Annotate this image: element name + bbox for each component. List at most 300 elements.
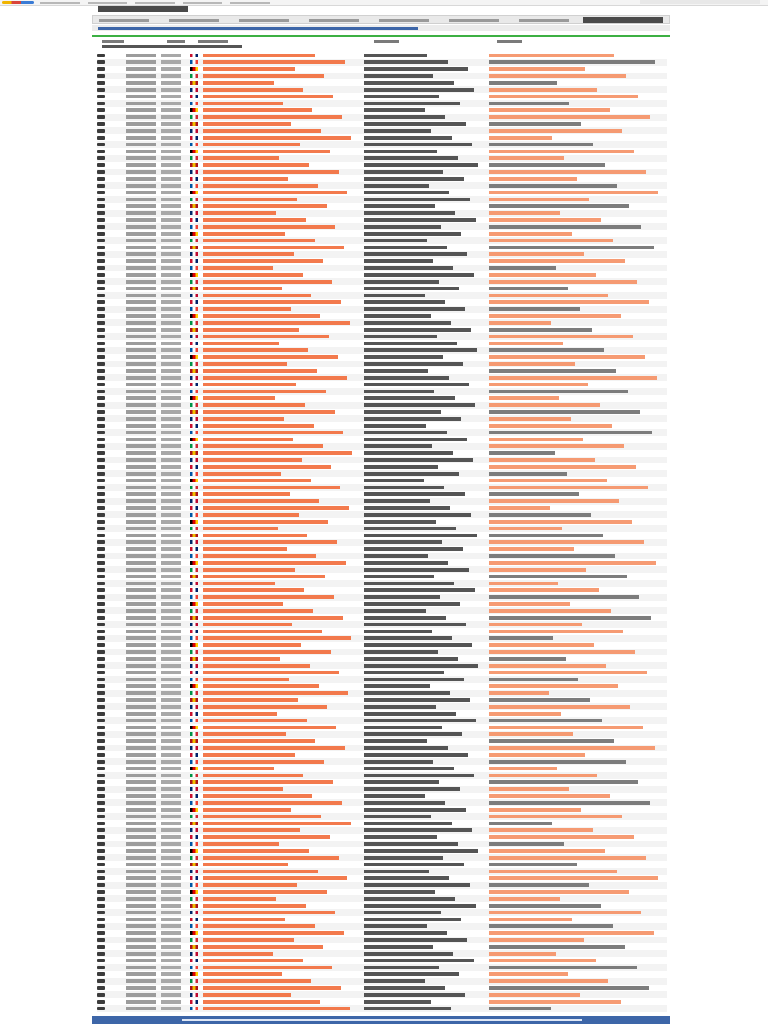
- event-link[interactable]: [203, 307, 291, 311]
- calendar-icon[interactable]: [97, 314, 105, 318]
- calendar-icon[interactable]: [97, 280, 105, 284]
- calendar-icon[interactable]: [97, 246, 105, 250]
- organizer-link[interactable]: [489, 732, 573, 736]
- organizer-link[interactable]: [489, 115, 650, 119]
- calendar-icon[interactable]: [97, 657, 105, 661]
- calendar-icon[interactable]: [97, 616, 105, 620]
- table-row[interactable]: [97, 169, 667, 176]
- organizer-link[interactable]: [489, 67, 585, 71]
- calendar-icon[interactable]: [97, 595, 105, 599]
- organizer-link[interactable]: [489, 486, 648, 490]
- event-link[interactable]: [203, 108, 312, 112]
- event-link[interactable]: [203, 410, 335, 414]
- organizer-link[interactable]: [489, 897, 560, 901]
- calendar-icon[interactable]: [97, 163, 105, 167]
- event-link[interactable]: [203, 828, 300, 832]
- event-link[interactable]: [203, 959, 303, 963]
- event-link[interactable]: [203, 239, 315, 243]
- site-title[interactable]: [98, 5, 188, 13]
- event-link[interactable]: [203, 732, 286, 736]
- organizer-link[interactable]: [489, 239, 613, 243]
- table-row[interactable]: [97, 477, 667, 484]
- table-row[interactable]: [97, 93, 667, 100]
- event-link[interactable]: [203, 342, 279, 346]
- organizer-link[interactable]: [489, 294, 608, 298]
- table-row[interactable]: [97, 690, 667, 697]
- table-row[interactable]: [97, 820, 667, 827]
- event-link[interactable]: [203, 321, 350, 325]
- calendar-icon[interactable]: [97, 746, 105, 750]
- event-link[interactable]: [203, 904, 306, 908]
- event-link[interactable]: [203, 150, 330, 154]
- event-link[interactable]: [203, 67, 295, 71]
- event-link[interactable]: [203, 225, 335, 229]
- top-nav-item[interactable]: [183, 2, 223, 4]
- table-row[interactable]: [97, 573, 667, 580]
- calendar-icon[interactable]: [97, 726, 105, 730]
- event-link[interactable]: [203, 938, 294, 942]
- event-link[interactable]: [203, 88, 303, 92]
- calendar-icon[interactable]: [97, 390, 105, 394]
- organizer-link[interactable]: [489, 198, 589, 202]
- organizer-link[interactable]: [489, 156, 564, 160]
- event-link[interactable]: [203, 774, 303, 778]
- organizer-link[interactable]: [489, 815, 622, 819]
- calendar-icon[interactable]: [97, 218, 105, 222]
- calendar-icon[interactable]: [97, 328, 105, 332]
- event-link[interactable]: [203, 143, 300, 147]
- event-link[interactable]: [203, 986, 341, 990]
- organizer-link[interactable]: [489, 204, 629, 208]
- calendar-icon[interactable]: [97, 486, 105, 490]
- organizer-link[interactable]: [489, 993, 580, 997]
- event-link[interactable]: [203, 95, 333, 99]
- organizer-link[interactable]: [489, 170, 646, 174]
- table-row[interactable]: [97, 669, 667, 676]
- calendar-icon[interactable]: [97, 767, 105, 771]
- event-link[interactable]: [203, 636, 351, 640]
- table-row[interactable]: [97, 841, 667, 848]
- calendar-icon[interactable]: [97, 335, 105, 339]
- calendar-icon[interactable]: [97, 191, 105, 195]
- organizer-link[interactable]: [489, 780, 638, 784]
- calendar-icon[interactable]: [97, 150, 105, 154]
- organizer-link[interactable]: [489, 88, 597, 92]
- organizer-link[interactable]: [489, 266, 556, 270]
- event-link[interactable]: [203, 451, 352, 455]
- organizer-link[interactable]: [489, 952, 556, 956]
- table-row[interactable]: [97, 463, 667, 470]
- table-row[interactable]: [97, 950, 667, 957]
- event-link[interactable]: [203, 863, 288, 867]
- table-row[interactable]: [97, 244, 667, 251]
- organizer-link[interactable]: [489, 150, 634, 154]
- calendar-icon[interactable]: [97, 993, 105, 997]
- calendar-icon[interactable]: [97, 1007, 105, 1011]
- event-link[interactable]: [203, 369, 317, 373]
- organizer-link[interactable]: [489, 678, 578, 682]
- table-row[interactable]: [97, 539, 667, 546]
- table-row[interactable]: [97, 827, 667, 834]
- organizer-link[interactable]: [489, 74, 626, 78]
- calendar-icon[interactable]: [97, 472, 105, 476]
- organizer-link[interactable]: [489, 945, 625, 949]
- event-link[interactable]: [203, 547, 287, 551]
- event-link[interactable]: [203, 876, 347, 880]
- table-row[interactable]: [97, 127, 667, 134]
- calendar-icon[interactable]: [97, 561, 105, 565]
- table-row[interactable]: [97, 505, 667, 512]
- organizer-link[interactable]: [489, 390, 628, 394]
- event-link[interactable]: [203, 698, 298, 702]
- organizer-link[interactable]: [489, 321, 551, 325]
- event-link[interactable]: [203, 355, 338, 359]
- table-row[interactable]: [97, 614, 667, 621]
- table-row[interactable]: [97, 587, 667, 594]
- event-link[interactable]: [203, 993, 291, 997]
- organizer-link[interactable]: [489, 1007, 551, 1011]
- calendar-icon[interactable]: [97, 918, 105, 922]
- organizer-link[interactable]: [489, 499, 619, 503]
- table-row[interactable]: [97, 847, 667, 854]
- calendar-icon[interactable]: [97, 307, 105, 311]
- event-link[interactable]: [203, 177, 288, 181]
- calendar-icon[interactable]: [97, 924, 105, 928]
- event-link[interactable]: [203, 753, 295, 757]
- table-row[interactable]: [97, 546, 667, 553]
- calendar-icon[interactable]: [97, 554, 105, 558]
- event-link[interactable]: [203, 335, 329, 339]
- table-row[interactable]: [97, 978, 667, 985]
- table-row[interactable]: [97, 937, 667, 944]
- calendar-icon[interactable]: [97, 465, 105, 469]
- organizer-link[interactable]: [489, 335, 633, 339]
- calendar-icon[interactable]: [97, 643, 105, 647]
- organizer-link[interactable]: [489, 561, 656, 565]
- table-row[interactable]: [97, 868, 667, 875]
- organizer-link[interactable]: [489, 554, 615, 558]
- calendar-icon[interactable]: [97, 342, 105, 346]
- table-row[interactable]: [97, 765, 667, 772]
- organizer-link[interactable]: [489, 513, 591, 517]
- table-row[interactable]: [97, 738, 667, 745]
- top-nav-item[interactable]: [88, 2, 128, 4]
- event-link[interactable]: [203, 657, 280, 661]
- organizer-link[interactable]: [489, 60, 655, 64]
- event-link[interactable]: [203, 870, 318, 874]
- organizer-link[interactable]: [489, 369, 616, 373]
- table-row[interactable]: [97, 230, 667, 237]
- organizer-link[interactable]: [489, 719, 602, 723]
- calendar-icon[interactable]: [97, 129, 105, 133]
- organizer-link[interactable]: [489, 383, 588, 387]
- table-row[interactable]: [97, 731, 667, 738]
- event-link[interactable]: [203, 232, 285, 236]
- calendar-icon[interactable]: [97, 362, 105, 366]
- event-link[interactable]: [203, 623, 292, 627]
- table-row[interactable]: [97, 79, 667, 86]
- event-link[interactable]: [203, 972, 282, 976]
- organizer-link[interactable]: [489, 746, 655, 750]
- event-link[interactable]: [203, 417, 284, 421]
- calendar-icon[interactable]: [97, 348, 105, 352]
- calendar-icon[interactable]: [97, 300, 105, 304]
- calendar-icon[interactable]: [97, 403, 105, 407]
- calendar-icon[interactable]: [97, 534, 105, 538]
- organizer-link[interactable]: [489, 376, 657, 380]
- organizer-link[interactable]: [489, 108, 610, 112]
- organizer-link[interactable]: [489, 684, 618, 688]
- calendar-icon[interactable]: [97, 444, 105, 448]
- organizer-link[interactable]: [489, 966, 637, 970]
- event-link[interactable]: [203, 561, 346, 565]
- organizer-link[interactable]: [489, 911, 641, 915]
- event-link[interactable]: [203, 671, 339, 675]
- event-link[interactable]: [203, 115, 342, 119]
- event-link[interactable]: [203, 808, 291, 812]
- calendar-icon[interactable]: [97, 966, 105, 970]
- event-link[interactable]: [203, 163, 309, 167]
- calendar-icon[interactable]: [97, 602, 105, 606]
- organizer-link[interactable]: [489, 609, 611, 613]
- event-link[interactable]: [203, 300, 341, 304]
- calendar-icon[interactable]: [97, 842, 105, 846]
- calendar-icon[interactable]: [97, 945, 105, 949]
- calendar-icon[interactable]: [97, 177, 105, 181]
- event-link[interactable]: [203, 924, 315, 928]
- calendar-icon[interactable]: [97, 369, 105, 373]
- event-link[interactable]: [203, 520, 328, 524]
- event-link[interactable]: [203, 945, 323, 949]
- event-link[interactable]: [203, 129, 321, 133]
- table-row[interactable]: [97, 395, 667, 402]
- table-row[interactable]: [97, 875, 667, 882]
- table-row[interactable]: [97, 793, 667, 800]
- nav-item[interactable]: [519, 19, 569, 22]
- calendar-icon[interactable]: [97, 451, 105, 455]
- organizer-link[interactable]: [489, 986, 649, 990]
- organizer-link[interactable]: [489, 616, 651, 620]
- organizer-link[interactable]: [489, 870, 617, 874]
- calendar-icon[interactable]: [97, 582, 105, 586]
- organizer-link[interactable]: [489, 705, 630, 709]
- calendar-icon[interactable]: [97, 780, 105, 784]
- event-link[interactable]: [203, 424, 314, 428]
- event-link[interactable]: [203, 390, 326, 394]
- organizer-link[interactable]: [489, 650, 635, 654]
- organizer-link[interactable]: [489, 348, 604, 352]
- table-row[interactable]: [97, 553, 667, 560]
- calendar-icon[interactable]: [97, 156, 105, 160]
- organizer-link[interactable]: [489, 698, 590, 702]
- calendar-icon[interactable]: [97, 630, 105, 634]
- calendar-icon[interactable]: [97, 506, 105, 510]
- organizer-link[interactable]: [489, 691, 549, 695]
- event-link[interactable]: [203, 314, 320, 318]
- calendar-icon[interactable]: [97, 108, 105, 112]
- table-row[interactable]: [97, 162, 667, 169]
- organizer-link[interactable]: [489, 218, 601, 222]
- event-link[interactable]: [203, 890, 327, 894]
- calendar-icon[interactable]: [97, 54, 105, 58]
- calendar-icon[interactable]: [97, 808, 105, 812]
- table-row[interactable]: [97, 59, 667, 66]
- organizer-link[interactable]: [489, 225, 641, 229]
- calendar-icon[interactable]: [97, 911, 105, 915]
- event-link[interactable]: [203, 664, 310, 668]
- event-link[interactable]: [203, 458, 302, 462]
- event-link[interactable]: [203, 499, 319, 503]
- table-row[interactable]: [97, 470, 667, 477]
- table-row[interactable]: [97, 902, 667, 909]
- calendar-icon[interactable]: [97, 458, 105, 462]
- calendar-icon[interactable]: [97, 664, 105, 668]
- table-row[interactable]: [97, 189, 667, 196]
- event-link[interactable]: [203, 1000, 320, 1004]
- table-row[interactable]: [97, 278, 667, 285]
- organizer-link[interactable]: [489, 527, 562, 531]
- event-link[interactable]: [203, 102, 283, 106]
- calendar-icon[interactable]: [97, 81, 105, 85]
- table-row[interactable]: [97, 628, 667, 635]
- organizer-link[interactable]: [489, 623, 582, 627]
- organizer-link[interactable]: [489, 273, 596, 277]
- calendar-icon[interactable]: [97, 170, 105, 174]
- table-row[interactable]: [97, 607, 667, 614]
- table-row[interactable]: [97, 175, 667, 182]
- calendar-icon[interactable]: [97, 431, 105, 435]
- event-link[interactable]: [203, 684, 319, 688]
- calendar-icon[interactable]: [97, 753, 105, 757]
- calendar-icon[interactable]: [97, 513, 105, 517]
- table-row[interactable]: [97, 134, 667, 141]
- calendar-icon[interactable]: [97, 856, 105, 860]
- calendar-icon[interactable]: [97, 287, 105, 291]
- table-row[interactable]: [97, 854, 667, 861]
- organizer-link[interactable]: [489, 252, 584, 256]
- top-nav-item[interactable]: [230, 2, 270, 4]
- organizer-link[interactable]: [489, 211, 560, 215]
- organizer-link[interactable]: [489, 184, 617, 188]
- table-row[interactable]: [97, 923, 667, 930]
- calendar-icon[interactable]: [97, 691, 105, 695]
- table-row[interactable]: [97, 484, 667, 491]
- table-row[interactable]: [97, 333, 667, 340]
- organizer-link[interactable]: [489, 342, 563, 346]
- table-row[interactable]: [97, 203, 667, 210]
- table-row[interactable]: [97, 930, 667, 937]
- table-row[interactable]: [97, 594, 667, 601]
- organizer-link[interactable]: [489, 191, 658, 195]
- table-row[interactable]: [97, 779, 667, 786]
- table-row[interactable]: [97, 498, 667, 505]
- organizer-link[interactable]: [489, 307, 580, 311]
- calendar-icon[interactable]: [97, 883, 105, 887]
- table-row[interactable]: [97, 649, 667, 656]
- calendar-icon[interactable]: [97, 74, 105, 78]
- organizer-link[interactable]: [489, 918, 572, 922]
- nav-item[interactable]: [99, 19, 149, 22]
- calendar-icon[interactable]: [97, 184, 105, 188]
- top-nav-item[interactable]: [40, 2, 80, 4]
- table-row[interactable]: [97, 100, 667, 107]
- organizer-link[interactable]: [489, 808, 581, 812]
- table-row[interactable]: [97, 210, 667, 217]
- table-row[interactable]: [97, 559, 667, 566]
- table-row[interactable]: [97, 367, 667, 374]
- calendar-icon[interactable]: [97, 102, 105, 106]
- calendar-icon[interactable]: [97, 520, 105, 524]
- event-link[interactable]: [203, 287, 282, 291]
- filter-bar[interactable]: [98, 27, 418, 30]
- event-link[interactable]: [203, 842, 279, 846]
- table-row[interactable]: [97, 772, 667, 779]
- calendar-icon[interactable]: [97, 822, 105, 826]
- calendar-icon[interactable]: [97, 136, 105, 140]
- event-link[interactable]: [203, 595, 334, 599]
- table-row[interactable]: [97, 532, 667, 539]
- calendar-icon[interactable]: [97, 424, 105, 428]
- table-row[interactable]: [97, 799, 667, 806]
- event-link[interactable]: [203, 74, 324, 78]
- organizer-link[interactable]: [489, 582, 558, 586]
- event-link[interactable]: [203, 486, 340, 490]
- table-row[interactable]: [97, 265, 667, 272]
- table-row[interactable]: [97, 724, 667, 731]
- table-row[interactable]: [97, 703, 667, 710]
- organizer-link[interactable]: [489, 849, 605, 853]
- calendar-icon[interactable]: [97, 897, 105, 901]
- organizer-link[interactable]: [489, 842, 564, 846]
- calendar-icon[interactable]: [97, 1000, 105, 1004]
- table-row[interactable]: [97, 66, 667, 73]
- organizer-link[interactable]: [489, 568, 586, 572]
- calendar-icon[interactable]: [97, 67, 105, 71]
- calendar-icon[interactable]: [97, 719, 105, 723]
- event-link[interactable]: [203, 746, 345, 750]
- calendar-icon[interactable]: [97, 684, 105, 688]
- organizer-link[interactable]: [489, 259, 625, 263]
- table-row[interactable]: [97, 402, 667, 409]
- calendar-icon[interactable]: [97, 115, 105, 119]
- calendar-icon[interactable]: [97, 259, 105, 263]
- search-button[interactable]: [583, 17, 663, 23]
- event-link[interactable]: [203, 294, 311, 298]
- organizer-link[interactable]: [489, 534, 603, 538]
- table-row[interactable]: [97, 786, 667, 793]
- calendar-icon[interactable]: [97, 876, 105, 880]
- calendar-icon[interactable]: [97, 801, 105, 805]
- calendar-icon[interactable]: [97, 986, 105, 990]
- event-link[interactable]: [203, 897, 276, 901]
- table-row[interactable]: [97, 313, 667, 320]
- organizer-link[interactable]: [489, 396, 559, 400]
- event-link[interactable]: [203, 616, 343, 620]
- table-row[interactable]: [97, 745, 667, 752]
- table-row[interactable]: [97, 601, 667, 608]
- calendar-icon[interactable]: [97, 211, 105, 215]
- event-link[interactable]: [203, 678, 289, 682]
- calendar-icon[interactable]: [97, 849, 105, 853]
- organizer-link[interactable]: [489, 753, 585, 757]
- event-link[interactable]: [203, 815, 321, 819]
- calendar-icon[interactable]: [97, 122, 105, 126]
- calendar-icon[interactable]: [97, 95, 105, 99]
- organizer-link[interactable]: [489, 410, 640, 414]
- event-link[interactable]: [203, 739, 315, 743]
- table-row[interactable]: [97, 813, 667, 820]
- calendar-icon[interactable]: [97, 499, 105, 503]
